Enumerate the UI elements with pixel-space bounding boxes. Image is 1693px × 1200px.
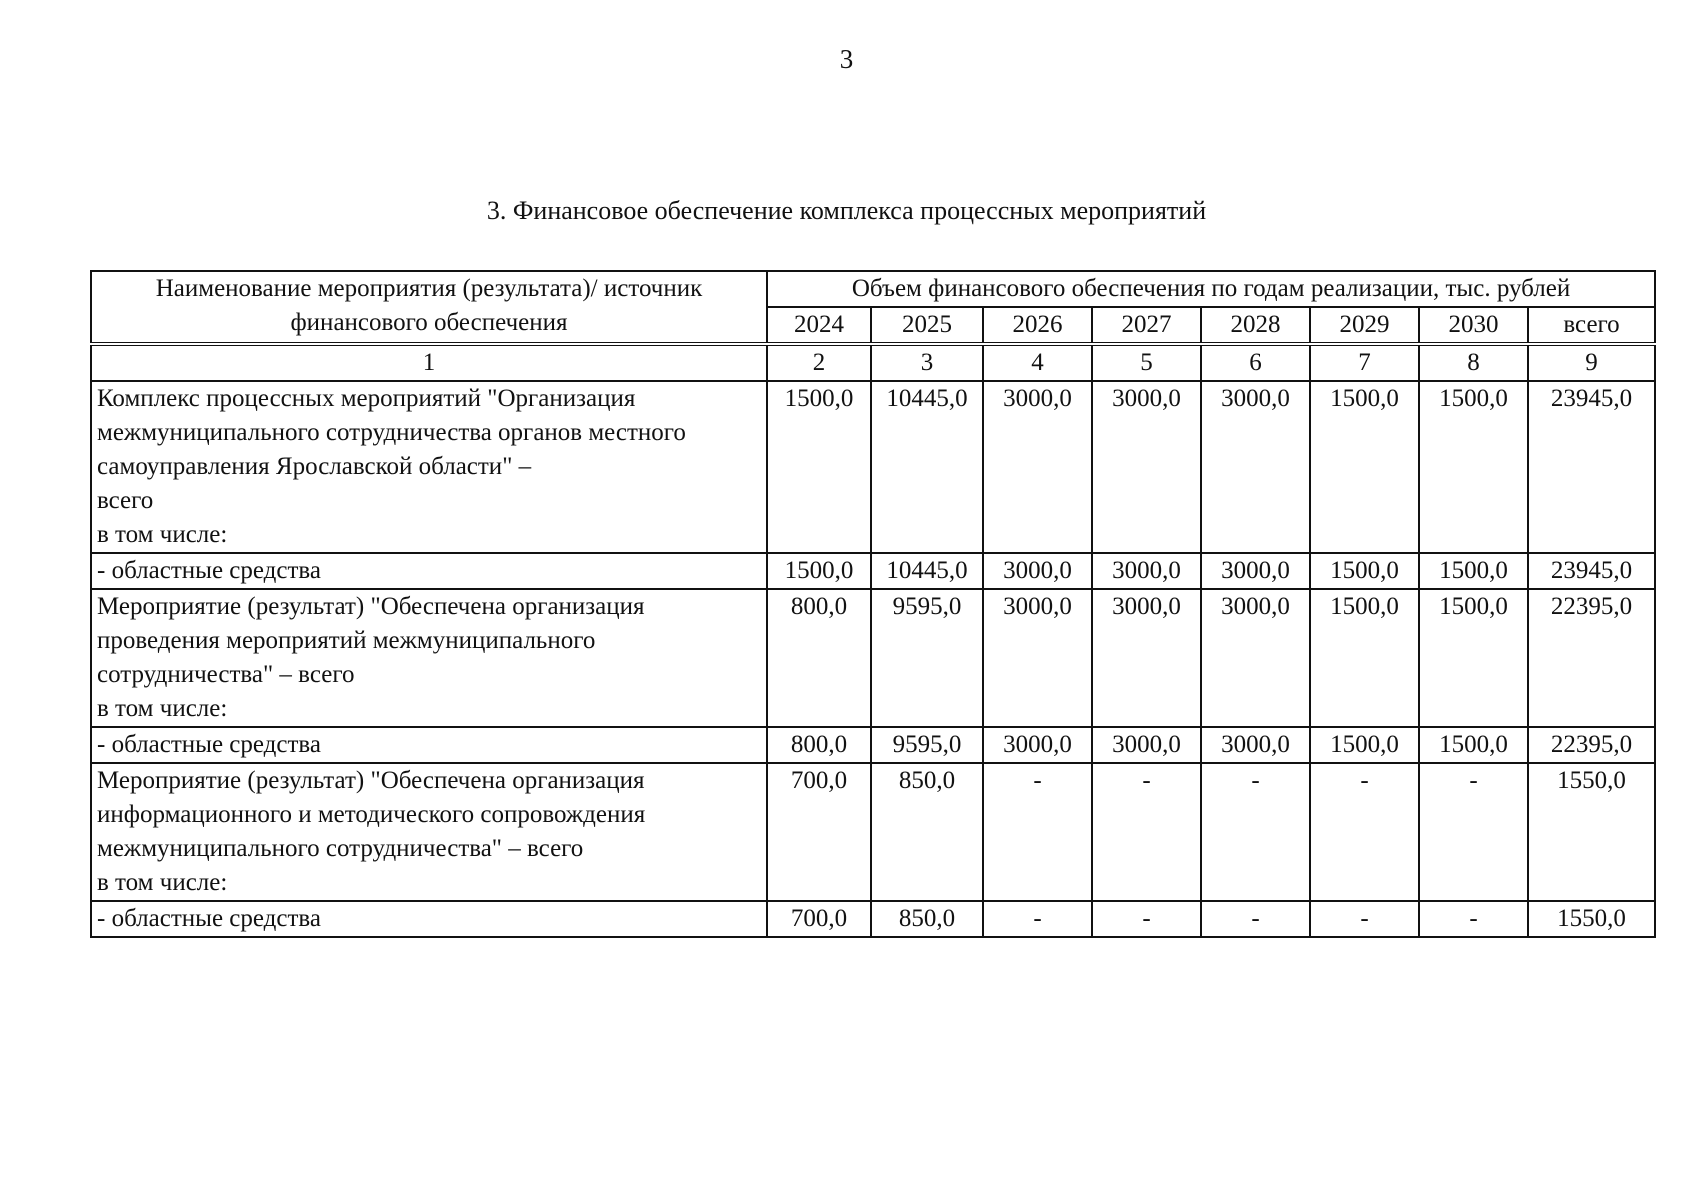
value-cell: -: [1419, 763, 1528, 901]
value-cell: 3000,0: [983, 553, 1092, 589]
total-cell: 23945,0: [1528, 553, 1655, 589]
value-cell: 1500,0: [767, 553, 871, 589]
value-cell: 800,0: [767, 727, 871, 763]
value-cell: -: [983, 901, 1092, 937]
header-year-2028: 2028: [1201, 307, 1310, 344]
header-year-2024: 2024: [767, 307, 871, 344]
header-year-2030: 2030: [1419, 307, 1528, 344]
value-cell: -: [1419, 901, 1528, 937]
value-cell: 1500,0: [1310, 727, 1419, 763]
header-year-2026: 2026: [983, 307, 1092, 344]
header-year-2029: 2029: [1310, 307, 1419, 344]
value-cell: -: [1201, 901, 1310, 937]
column-number: 9: [1528, 344, 1655, 381]
table-row: [91, 727, 1655, 763]
value-cell: 3000,0: [1201, 381, 1310, 553]
row-name-event-2: Мероприятие (результат) "Обеспечена организация информационного и методического сопровождения межмуниципального сотрудничества" – всего в том числе:: [91, 763, 767, 901]
total-cell: 1550,0: [1528, 901, 1655, 937]
column-number: 4: [983, 344, 1092, 381]
value-cell: 9595,0: [871, 589, 983, 727]
total-cell: 23945,0: [1528, 381, 1655, 553]
row-name-complex: Комплекс процессных мероприятий "Организация межмуниципального сотрудничества органов местного самоуправления Ярославской области" – всего в том числе:: [91, 381, 767, 553]
value-cell: 1500,0: [1310, 589, 1419, 727]
page-number: 3: [839, 44, 854, 74]
value-cell: 700,0: [767, 763, 871, 901]
value-cell: 3000,0: [1092, 589, 1201, 727]
value-cell: 10445,0: [871, 553, 983, 589]
value-cell: 3000,0: [1092, 727, 1201, 763]
column-number: 5: [1092, 344, 1201, 381]
value-cell: 3000,0: [1201, 553, 1310, 589]
value-cell: 1500,0: [1419, 381, 1528, 553]
section-title: 3. Финансовое обеспечение комплекса процессных мероприятий: [486, 196, 1207, 225]
value-cell: 700,0: [767, 901, 871, 937]
column-number: 1: [91, 344, 767, 381]
value-cell: -: [1310, 763, 1419, 901]
value-cell: -: [1201, 763, 1310, 901]
value-cell: 1500,0: [767, 381, 871, 553]
row-name-regional-funds: - областные средства: [91, 727, 767, 763]
value-cell: 3000,0: [1092, 553, 1201, 589]
financing-table: [90, 270, 1656, 938]
table-row: [91, 763, 1655, 901]
row-name-regional-funds: - областные средства: [91, 553, 767, 589]
header-name-cell: Наименование мероприятия (результата)/ источник финансового обеспечения: [91, 271, 767, 344]
column-number: 6: [1201, 344, 1310, 381]
header-total: всего: [1528, 307, 1655, 344]
value-cell: 1500,0: [1310, 381, 1419, 553]
value-cell: 800,0: [767, 589, 871, 727]
table-row: [91, 901, 1655, 937]
row-name-event-1: Мероприятие (результат) "Обеспечена организация проведения мероприятий межмуниципального сотрудничества" – всего в том числе:: [91, 589, 767, 727]
value-cell: 3000,0: [983, 381, 1092, 553]
value-cell: 1500,0: [1419, 727, 1528, 763]
value-cell: 1500,0: [1419, 553, 1528, 589]
table-row: [91, 553, 1655, 589]
value-cell: 1500,0: [1310, 553, 1419, 589]
column-number-row: [91, 344, 1655, 381]
value-cell: 10445,0: [871, 381, 983, 553]
header-year-2027: 2027: [1092, 307, 1201, 344]
value-cell: 3000,0: [983, 589, 1092, 727]
value-cell: -: [1092, 901, 1201, 937]
header-row-1: [91, 271, 1655, 307]
header-year-2025: 2025: [871, 307, 983, 344]
header-volume-cell: Объем финансового обеспечения по годам реализации, тыс. рублей: [767, 271, 1655, 307]
table-row: [91, 589, 1655, 727]
table-row: [91, 381, 1655, 553]
value-cell: -: [1310, 901, 1419, 937]
value-cell: 850,0: [871, 901, 983, 937]
value-cell: 9595,0: [871, 727, 983, 763]
row-name-regional-funds: - областные средства: [91, 901, 767, 937]
column-number: 8: [1419, 344, 1528, 381]
total-cell: 22395,0: [1528, 589, 1655, 727]
column-number: 3: [871, 344, 983, 381]
value-cell: -: [1092, 763, 1201, 901]
value-cell: 1500,0: [1419, 589, 1528, 727]
column-number: 2: [767, 344, 871, 381]
value-cell: 3000,0: [1092, 381, 1201, 553]
total-cell: 22395,0: [1528, 727, 1655, 763]
total-cell: 1550,0: [1528, 763, 1655, 901]
value-cell: 3000,0: [1201, 589, 1310, 727]
column-number: 7: [1310, 344, 1419, 381]
value-cell: 850,0: [871, 763, 983, 901]
value-cell: 3000,0: [1201, 727, 1310, 763]
value-cell: -: [983, 763, 1092, 901]
value-cell: 3000,0: [983, 727, 1092, 763]
